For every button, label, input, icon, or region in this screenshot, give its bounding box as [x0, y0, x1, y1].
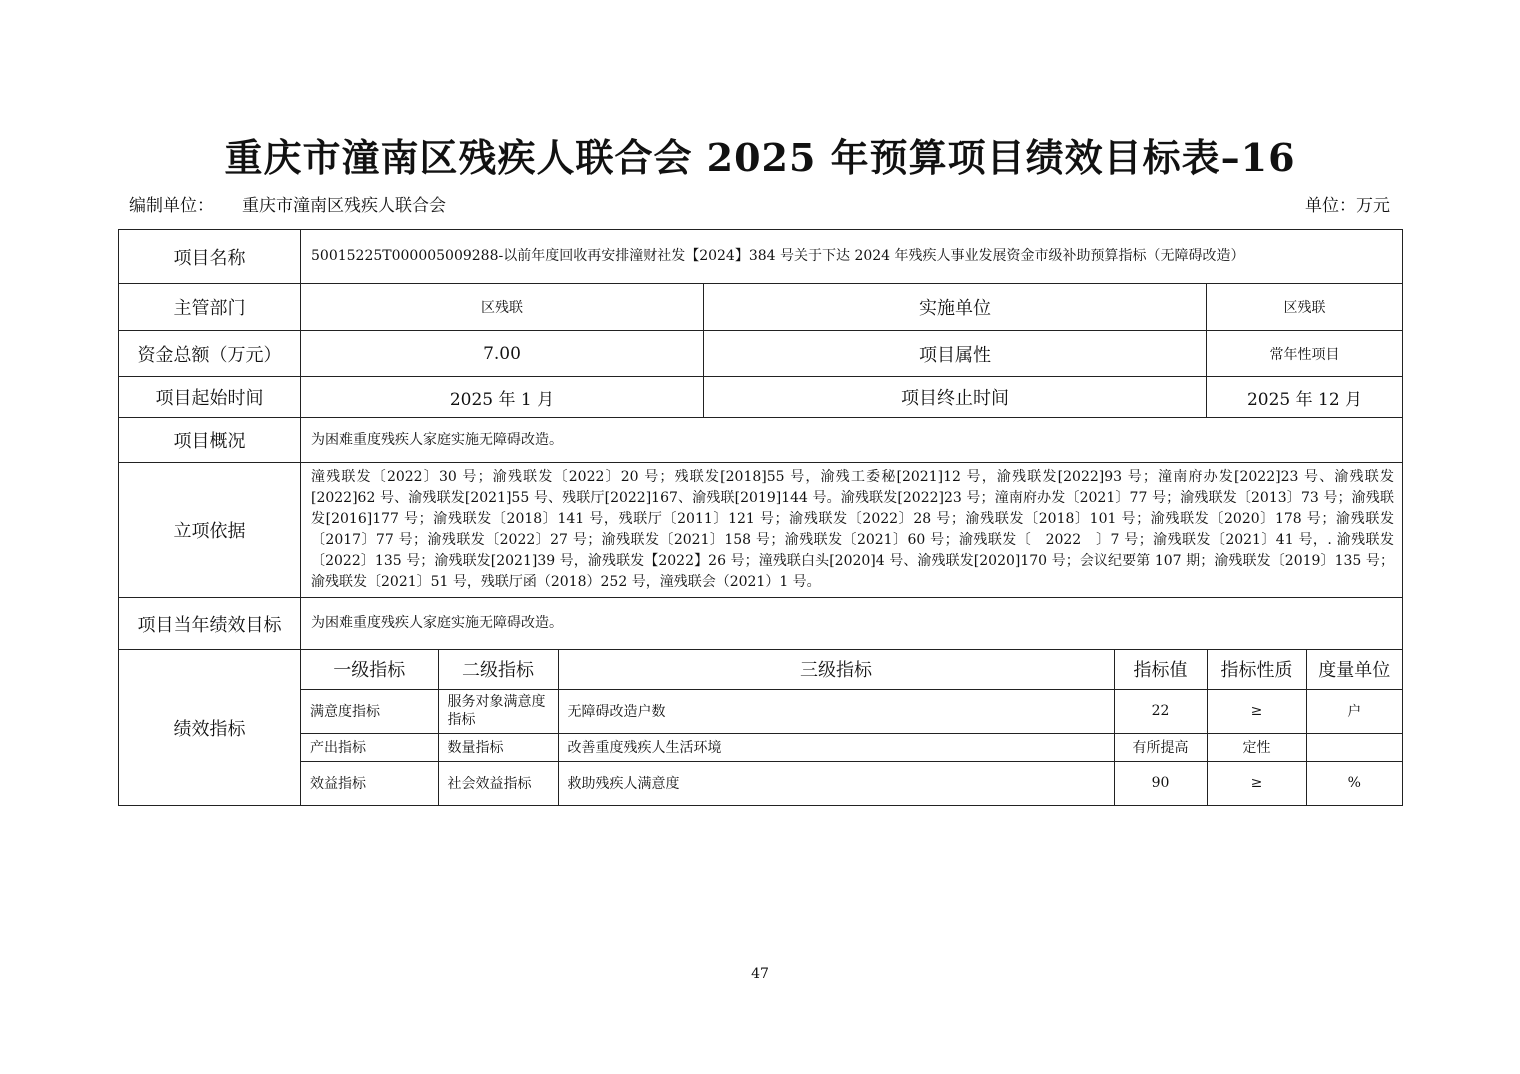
perf-l2-cell: 服务对象满意度指标: [438, 689, 558, 733]
fund-value: 7.00: [301, 331, 704, 377]
perf-header-l2: 二级指标: [438, 650, 558, 689]
perf-l1-cell: 满意度指标: [301, 689, 438, 733]
perf-l1-cell: 效益指标: [301, 761, 438, 805]
perf-value-cell: 22: [1114, 689, 1207, 733]
perf-indicator-cell: [301, 650, 1403, 806]
overview-value: 为困难重度残疾人家庭实施无障碍改造。: [301, 418, 1403, 463]
project-name-value: 50015225T000005009288-以前年度回收再安排潼财社发【2024】384 号关于下达 2024 年残疾人事业发展资金市级补助预算指标（无障碍改造）: [301, 230, 1403, 284]
goal-label: 项目当年绩效目标: [119, 598, 301, 650]
performance-target-table: [118, 229, 1403, 806]
compiler-line: [129, 194, 446, 218]
compiler-value: 重庆市潼南区残疾人联合会: [242, 196, 446, 216]
perf-l1-cell: 产出指标: [301, 733, 438, 761]
end-value: 2025 年 12 月: [1207, 377, 1403, 418]
attr-label: 项目属性: [704, 331, 1207, 377]
perf-l3-cell: 救助残疾人满意度: [558, 761, 1114, 805]
perf-header-unit: 度量单位: [1306, 650, 1402, 689]
perf-unit-cell: [1306, 733, 1402, 761]
overview-label: 项目概况: [119, 418, 301, 463]
perf-header-nature: 指标性质: [1207, 650, 1306, 689]
perf-l3-cell: 无障碍改造户数: [558, 689, 1114, 733]
perf-nature-cell: ≥: [1207, 689, 1306, 733]
dept-label: 主管部门: [119, 284, 301, 331]
perf-value-cell: 90: [1114, 761, 1207, 805]
basis-label: 立项依据: [119, 463, 301, 598]
compiler-label: 编制单位：: [129, 196, 214, 216]
perf-nature-cell: 定性: [1207, 733, 1306, 761]
impl-value: 区残联: [1207, 284, 1403, 331]
project-name-label: 项目名称: [119, 230, 301, 284]
perf-value-cell: 有所提高: [1114, 733, 1207, 761]
goal-value: 为困难重度残疾人家庭实施无障碍改造。: [301, 598, 1403, 650]
perf-header-l3: 三级指标: [558, 650, 1114, 689]
end-label: 项目终止时间: [704, 377, 1207, 418]
unit-label: 单位：万元: [1305, 196, 1390, 216]
perf-header-row: [301, 650, 1402, 689]
attr-value: 常年性项目: [1207, 331, 1403, 377]
start-label: 项目起始时间: [119, 377, 301, 418]
page-number: 47: [751, 966, 769, 982]
perf-nature-cell: ≥: [1207, 761, 1306, 805]
start-value: 2025 年 1 月: [301, 377, 704, 418]
perf-header-l1: 一级指标: [301, 650, 438, 689]
basis-value: 潼残联发〔2022〕30 号；渝残联发〔2022〕20 号；残联发[2018]55 号，渝残工委秘[2021]12 号，渝残联发[2022]93 号；潼南府办发[2022]23 号、渝残联发[2022]62 号、渝残联发[2021]55 号、残联厅[2022]167、渝残联[2019]144 号。渝残联发[2022]23 号；潼南府办发〔2021〕77 号；渝残联发〔2013〕73 号；渝残联发[2016]177 号；渝残联发〔2018〕141 号，残联厅〔2011〕121 号；渝残联发〔2022〕28 号；渝残联发〔2018〕101 号；渝残联发〔2020〕178 号；渝残联发〔2017〕77 号；渝残联发〔2022〕27 号；渝残联发〔2021〕158 号；渝残联发〔2021〕60 号；渝残联发〔 2022 〕7 号；渝残联发〔2021〕41 号，. 渝残联发〔2022〕135 号；渝残联发[2021]39 号，渝残联发【2022】26 号；潼残联白头[2020]4 号、渝残联发[2020]170 号；会议纪要第 107 期；渝残联发〔2019〕135 号；渝残联发〔2021〕51 号，残联厅函（2018）252 号，潼残联会（2021）1 号。: [301, 463, 1403, 598]
perf-unit-cell: %: [1306, 761, 1402, 805]
page-title: 重庆市潼南区残疾人联合会 2025 年预算项目绩效目标表–16: [224, 135, 1296, 180]
table-row: [301, 733, 1402, 761]
dept-value: 区残联: [301, 284, 704, 331]
table-row: [301, 761, 1402, 805]
perf-l3-cell: 改善重度残疾人生活环境: [558, 733, 1114, 761]
perf-header-value: 指标值: [1114, 650, 1207, 689]
fund-label: 资金总额（万元）: [119, 331, 301, 377]
perf-unit-cell: 户: [1306, 689, 1402, 733]
perf-l2-cell: 社会效益指标: [438, 761, 558, 805]
table-row: [301, 689, 1402, 733]
perf-l2-cell: 数量指标: [438, 733, 558, 761]
perf-label: 绩效指标: [119, 650, 301, 806]
impl-label: 实施单位: [704, 284, 1207, 331]
perf-indicator-table: [301, 650, 1402, 805]
